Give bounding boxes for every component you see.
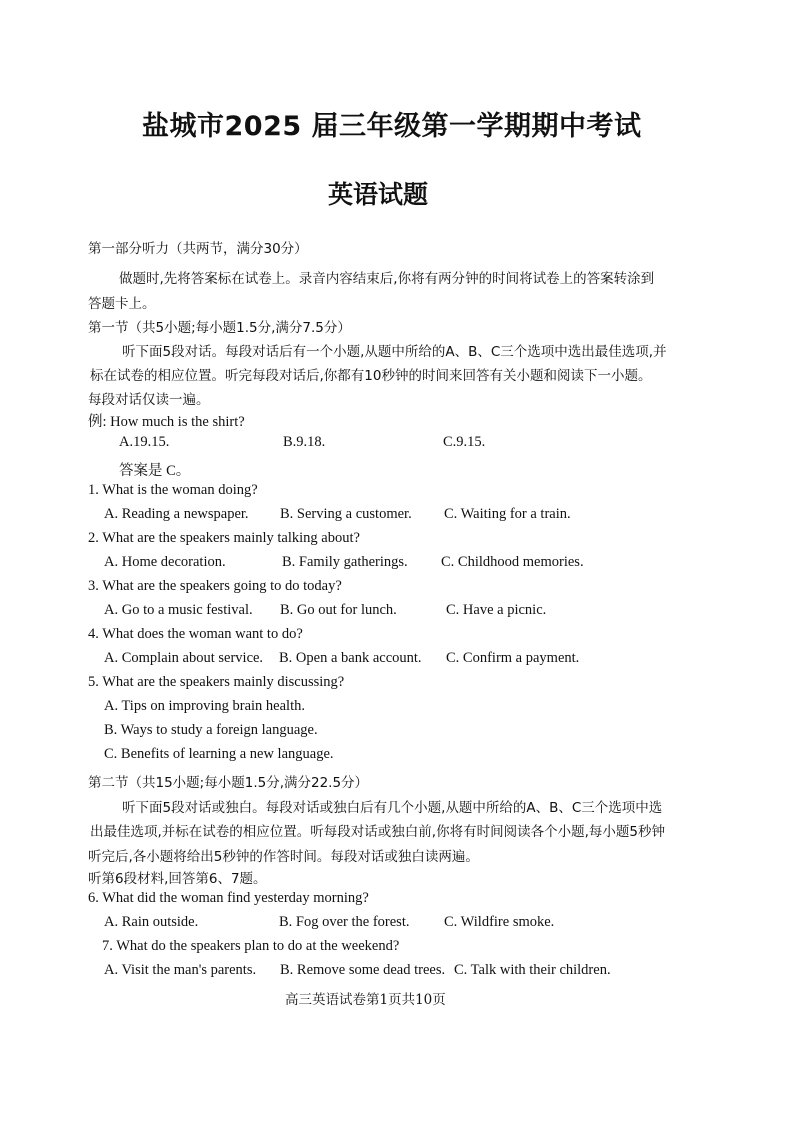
example-option-b: B.9.18. — [283, 434, 326, 450]
section1-instr-line2: 标在试卷的相应位置。听完每段对话后,你都有10秒钟的时间来回答有关小题和阅读下一小题。 — [90, 368, 652, 384]
material-6-intro: 听第6段材料,回答第6、7题。 — [88, 871, 267, 887]
q5-option-a: A. Tips on improving brain health. — [104, 698, 305, 714]
q3-option-b: B. Go out for lunch. — [280, 602, 397, 618]
exam-title: 盐城市2025 届三年级第一学期期中考试 — [142, 111, 642, 142]
example-option-a: A.19.15. — [119, 434, 170, 450]
q7-option-c: C. Talk with their children. — [454, 962, 611, 978]
section1-instr-line1: 听下面5段对话。每段对话后有一个小题,从题中所给的A、B、C三个选项中选出最佳选项,并 — [122, 344, 667, 360]
q1-option-b: B. Serving a customer. — [280, 506, 412, 522]
section2-heading: 第二节（共15小题;每小题1.5分,满分22.5分） — [88, 775, 369, 791]
part1-intro-line2: 答题卡上。 — [88, 296, 156, 312]
q2-option-c: C. Childhood memories. — [441, 554, 584, 570]
q2-option-a: A. Home decoration. — [104, 554, 226, 570]
q1-option-a: A. Reading a newspaper. — [104, 506, 249, 522]
q3-option-a: A. Go to a music festival. — [104, 602, 253, 618]
section1-instr-line3: 每段对话仅读一遍。 — [88, 392, 210, 408]
section2-instr-line2: 出最佳选项,并标在试卷的相应位置。听每段对话或独白前,你将有时间阅读各个小题,每小题5秒钟 — [90, 824, 665, 840]
q5-option-c: C. Benefits of learning a new language. — [104, 746, 334, 762]
part1-intro-line1: 做题时,先将答案标在试卷上。录音内容结束后,你将有两分钟的时间将试卷上的答案转涂到 — [119, 271, 655, 287]
q3-option-c: C. Have a picnic. — [446, 602, 547, 618]
q1-option-c: C. Waiting for a train. — [444, 506, 571, 522]
q4-option-c: C. Confirm a payment. — [446, 650, 580, 666]
question-2: 2. What are the speakers mainly talking about? — [88, 530, 360, 546]
question-3: 3. What are the speakers going to do today? — [88, 578, 342, 594]
q5-option-b: B. Ways to study a foreign language. — [104, 722, 318, 738]
q6-option-a: A. Rain outside. — [104, 914, 199, 930]
q7-option-b: B. Remove some dead trees. — [280, 962, 446, 978]
part1-heading: 第一部分听力（共两节，满分30分） — [88, 241, 308, 257]
page-footer: 高三英语试卷第1页共10页 — [285, 992, 446, 1008]
q7-option-a: A. Visit the man's parents. — [104, 962, 257, 978]
question-4: 4. What does the woman want to do? — [88, 626, 303, 642]
q2-option-b: B. Family gatherings. — [282, 554, 408, 570]
question-7: 7. What do the speakers plan to do at the weekend? — [102, 938, 400, 954]
example-option-c: C.9.15. — [443, 434, 486, 450]
section2-instr-line3: 听完后,各小题将给出5秒钟的作答时间。每段对话或独白读两遍。 — [88, 849, 479, 865]
example-answer: 答案是 C。 — [119, 463, 191, 479]
q6-option-b: B. Fog over the forest. — [279, 914, 410, 930]
question-5: 5. What are the speakers mainly discussing? — [88, 674, 345, 690]
example-question: 例: How much is the shirt? — [88, 414, 245, 430]
q4-option-b: B. Open a bank account. — [279, 650, 422, 666]
exam-subtitle: 英语试题 — [328, 180, 429, 209]
q4-option-a: A. Complain about service. — [104, 650, 264, 666]
section1-heading: 第一节（共5小题;每小题1.5分,满分7.5分） — [88, 320, 351, 336]
section2-instr-line1: 听下面5段对话或独白。每段对话或独白后有几个小题,从题中所给的A、B、C三个选项中选 — [122, 800, 663, 816]
q6-option-c: C. Wildfire smoke. — [444, 914, 555, 930]
question-1: 1. What is the woman doing? — [88, 482, 258, 498]
question-6: 6. What did the woman find yesterday morning? — [88, 890, 369, 906]
